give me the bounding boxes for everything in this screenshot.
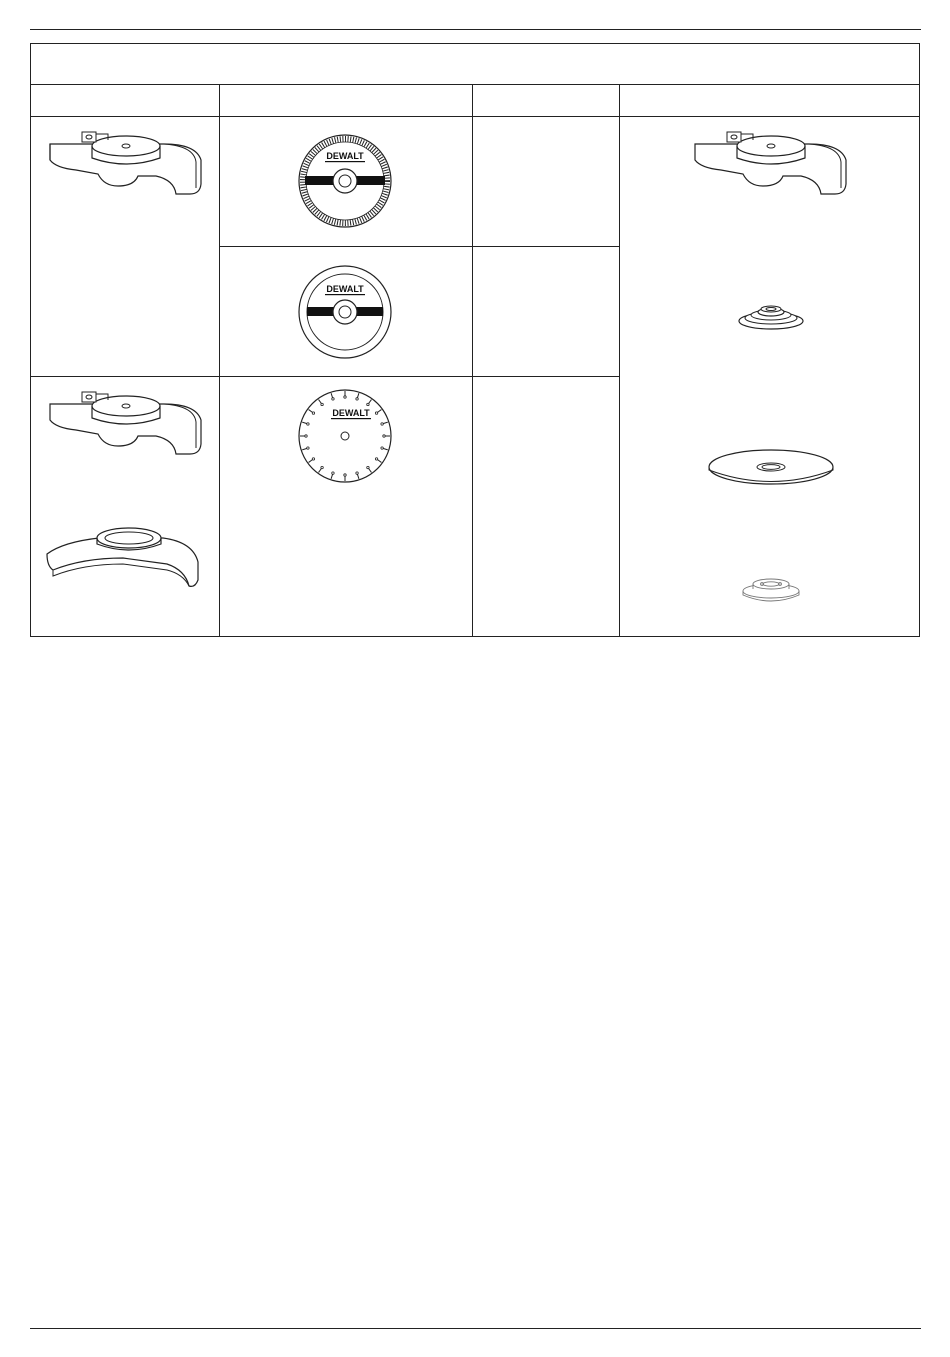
blade-gullet-hole	[332, 472, 334, 474]
top-rule	[30, 29, 921, 30]
clamp-nut-icon	[738, 569, 804, 605]
blade-gullet-hole	[321, 466, 323, 468]
blade-gullet-hole	[356, 398, 358, 400]
grinding-guard-icon	[43, 514, 203, 594]
divider	[220, 246, 619, 247]
divider	[31, 376, 619, 377]
table-title-row	[31, 44, 919, 84]
blade-gullet-hole	[381, 423, 383, 425]
blade-gullet-hole	[381, 447, 383, 449]
diamond-blade-icon	[295, 386, 395, 486]
divider	[472, 85, 473, 636]
brand-logo: DEWALT	[326, 284, 364, 294]
brand-logo: DEWALT	[326, 151, 364, 161]
blade-gullet-hole	[312, 458, 314, 460]
blade-gullet-hole	[312, 412, 314, 414]
brand-logo: DEWALT	[332, 408, 370, 418]
divider	[219, 85, 220, 636]
blade-gullet-hole	[383, 435, 385, 437]
blade-gullet-hole	[367, 403, 369, 405]
header-cell-guard	[31, 85, 219, 116]
cutting-guard-icon	[691, 124, 851, 196]
bottom-rule	[30, 1328, 921, 1329]
header-cell-accessory	[220, 85, 472, 116]
abrasive-cut-off-wheel-icon	[295, 131, 395, 231]
blade-gullet-hole	[344, 396, 346, 398]
header-cell-application	[473, 85, 619, 116]
blade-gullet-hole	[375, 412, 377, 414]
flat-disc-icon	[707, 447, 835, 489]
blade-gullet-hole	[321, 403, 323, 405]
blade-gullet-hole	[367, 466, 369, 468]
divider	[619, 85, 620, 636]
blade-gullet-hole	[375, 458, 377, 460]
divider	[31, 116, 919, 117]
cutting-guard-icon	[46, 384, 206, 456]
blade-gullet-hole	[344, 474, 346, 476]
blade-gullet-hole	[332, 398, 334, 400]
cutting-guard-icon	[46, 124, 206, 196]
header-cell-assembly	[620, 85, 919, 116]
thin-cut-off-wheel-icon	[295, 262, 395, 362]
backing-flange-icon	[736, 299, 806, 333]
blade-gullet-hole	[305, 435, 307, 437]
blade-gullet-hole	[307, 447, 309, 449]
blade-gullet-hole	[356, 472, 358, 474]
blade-gullet-hole	[307, 423, 309, 425]
accessory-table	[30, 43, 920, 637]
